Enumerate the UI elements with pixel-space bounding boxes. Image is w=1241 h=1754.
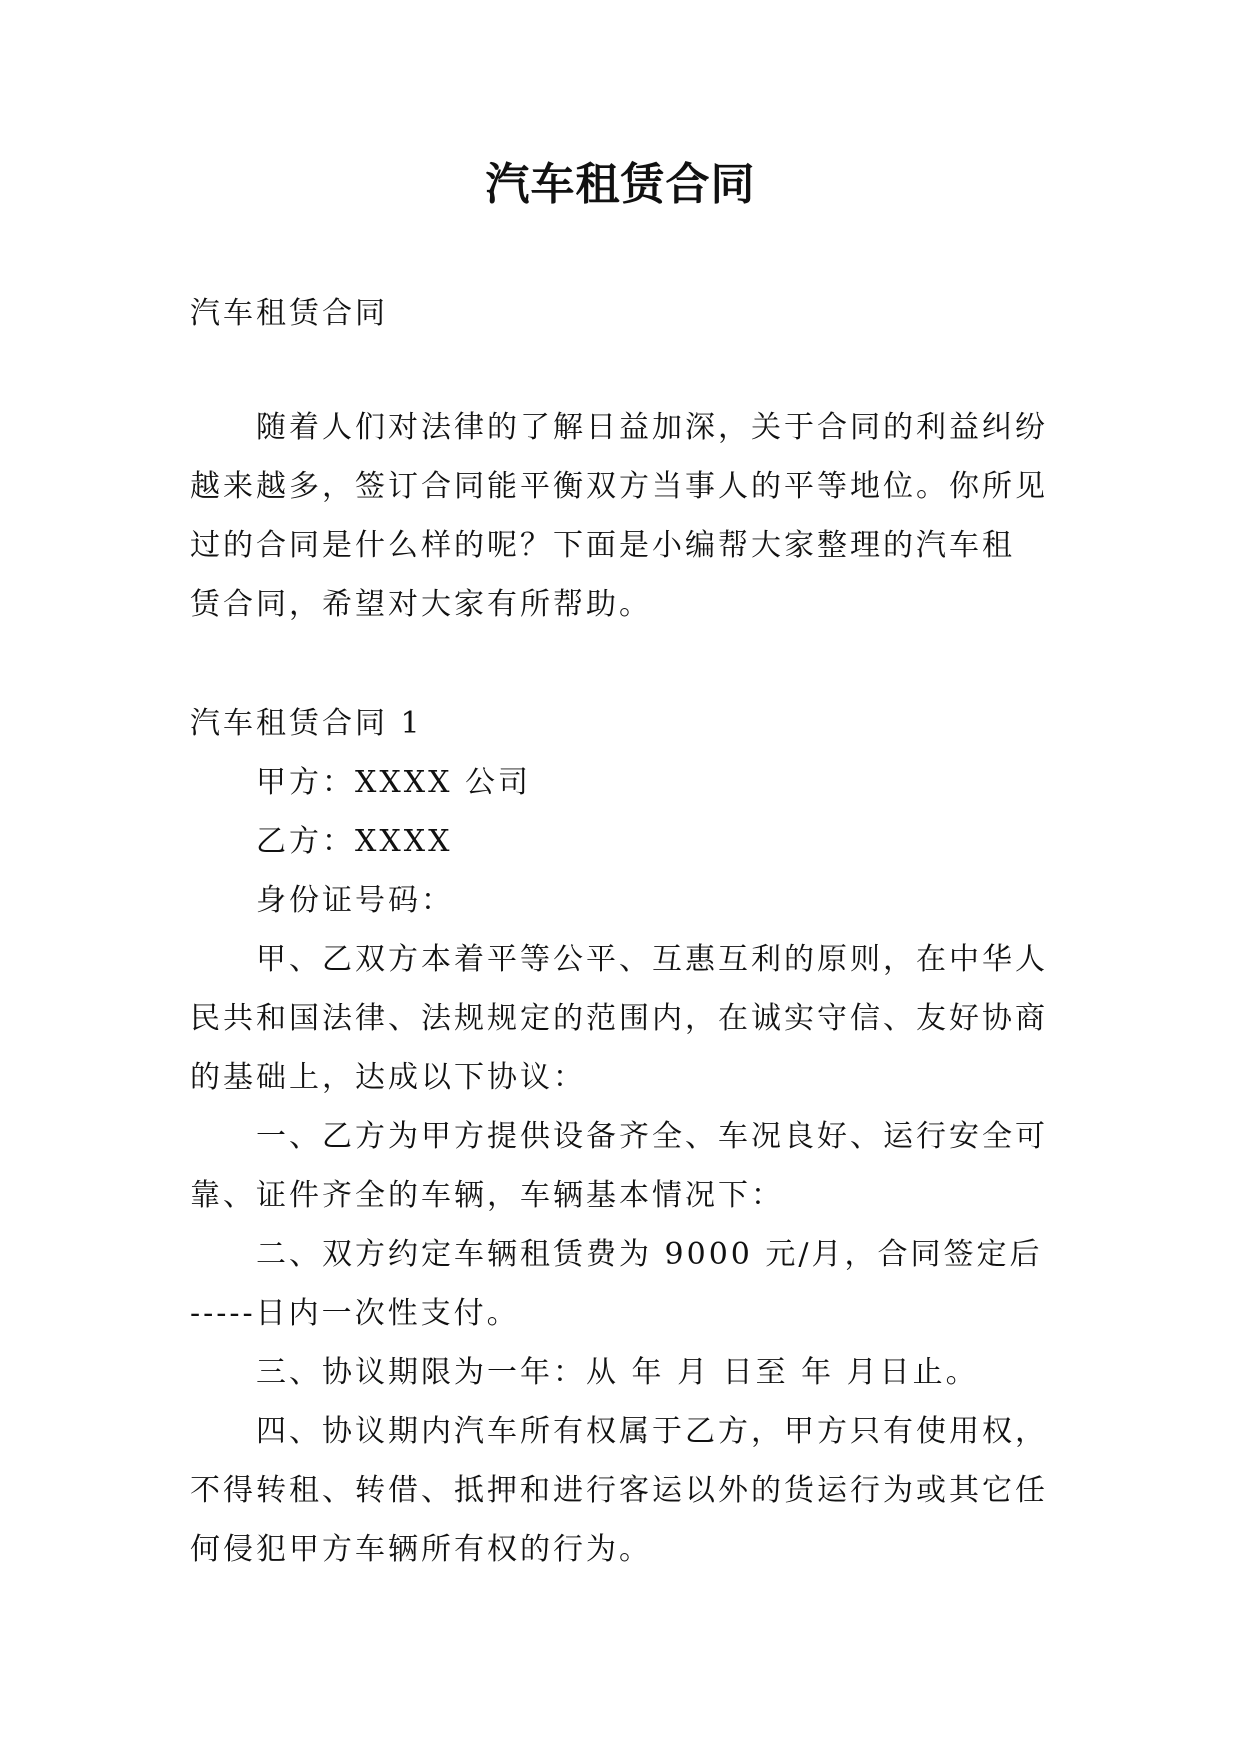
intro-line-2: 越来越多，签订合同能平衡双方当事人的平等地位。你所见	[190, 469, 1048, 504]
clause4-line-1: 四、协议期内汽车所有权属于乙方，甲方只有使用权，	[256, 1414, 1048, 1449]
preamble-line-3: 的基础上，达成以下协议：	[190, 1060, 586, 1095]
intro-line-1: 随着人们对法律的了解日益加深，关于合同的利益纠纷	[256, 410, 1048, 445]
clause3-line-1: 三、协议期限为一年：从 年 月 日至 年 月日止。	[256, 1355, 979, 1390]
clause2-line-2: -----日内一次性支付。	[190, 1296, 520, 1331]
intro-line-4: 赁合同，希望对大家有所帮助。	[190, 587, 652, 622]
clause2-line-1: 二、双方约定车辆租赁费为 9000 元/月，合同签定后	[256, 1237, 1043, 1272]
preamble-line-2: 民共和国法律、法规规定的范围内，在诚实守信、友好协商	[190, 1001, 1048, 1036]
section-heading: 汽车租赁合同 1	[190, 706, 423, 741]
clause4-line-2: 不得转租、转借、抵押和进行客运以外的货运行为或其它任	[190, 1473, 1048, 1508]
party-b: 乙方：XXXX	[256, 824, 453, 859]
document-subtitle: 汽车租赁合同	[190, 296, 388, 331]
clause4-line-3: 何侵犯甲方车辆所有权的行为。	[190, 1532, 652, 1567]
clause1-line-1: 一、乙方为甲方提供设备齐全、车况良好、运行安全可	[256, 1119, 1048, 1154]
id-number-label: 身份证号码：	[256, 883, 454, 918]
clause1-line-2: 靠、证件齐全的车辆，车辆基本情况下：	[190, 1178, 784, 1213]
intro-line-3: 过的合同是什么样的呢？下面是小编帮大家整理的汽车租	[190, 528, 1015, 563]
party-a: 甲方：XXXX 公司	[256, 765, 531, 800]
document-title: 汽车租赁合同	[485, 159, 756, 210]
preamble-line-1: 甲、乙双方本着平等公平、互惠互利的原则，在中华人	[256, 942, 1048, 977]
